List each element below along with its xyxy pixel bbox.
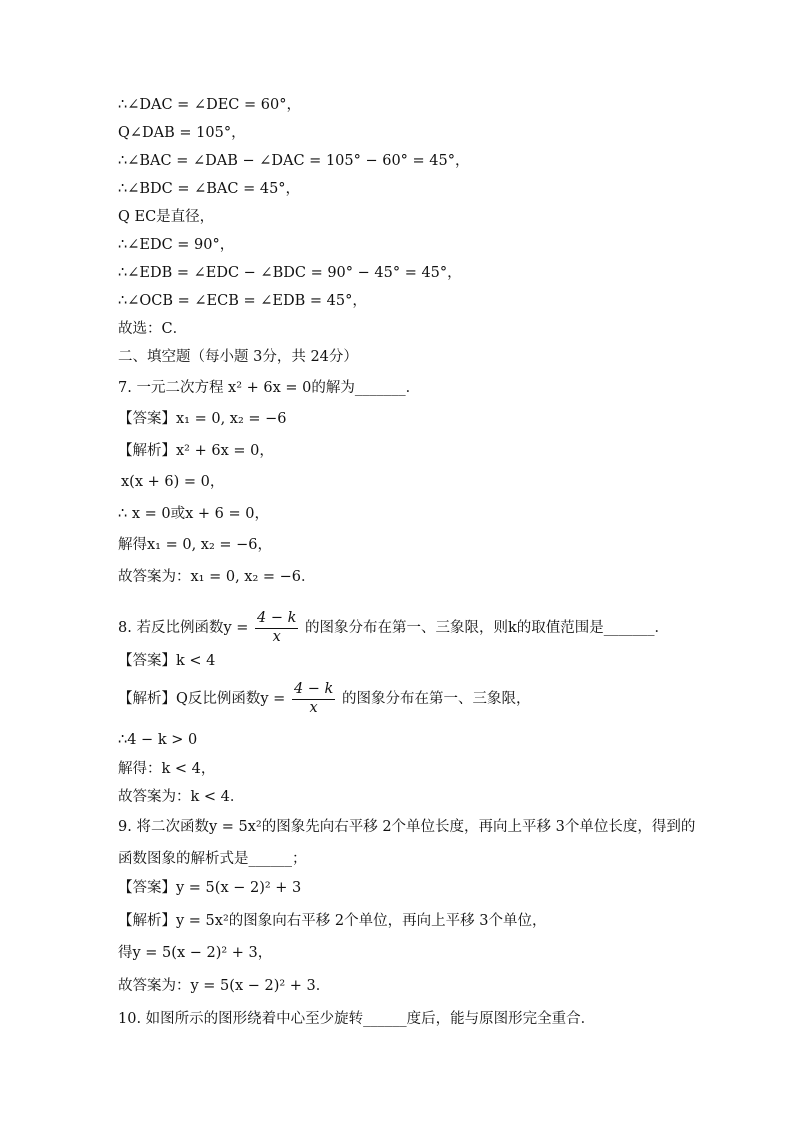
analysis-7: 【解析】x² + 6x = 0， bbox=[118, 443, 274, 459]
q8-analysis-post: 的图象分布在第一、三象限， bbox=[341, 691, 531, 707]
text-line: 解得：k < 4， bbox=[118, 761, 216, 777]
text-line: Q EC是直径， bbox=[118, 209, 215, 225]
text-line: ∴∠BDC = ∠BAC = 45°， bbox=[118, 181, 301, 197]
question-9-cont: 函数图象的解析式是______； bbox=[118, 851, 307, 867]
fraction bbox=[255, 610, 298, 646]
text-line: ∴∠EDC = 90°， bbox=[118, 237, 235, 253]
text-line: ∴∠DAC = ∠DEC = 60°， bbox=[118, 97, 301, 113]
q8-post: 的图象分布在第一、三象限，则k的取值范围是_______． bbox=[305, 620, 670, 636]
text-line: ∴4 − k > 0 bbox=[118, 732, 198, 748]
q8-analysis-pre: 【解析】Q反比例函数y = bbox=[118, 691, 286, 707]
question-7: 7. 一元二次方程 x² + 6x = 0的解为_______． bbox=[118, 380, 421, 396]
fraction bbox=[292, 681, 335, 717]
text-line: Q∠DAB = 105°， bbox=[118, 125, 246, 141]
fraction-denominator: x bbox=[272, 629, 281, 645]
text-line: ∴∠OCB = ∠ECB = ∠EDB = 45°， bbox=[118, 293, 367, 309]
question-10: 10. 如图所示的图形绕着中心至少旋转______度后，能与原图形完全重合． bbox=[118, 1011, 596, 1027]
fraction-denominator: x bbox=[309, 700, 318, 716]
text-line: ∴ x = 0或x + 6 = 0， bbox=[118, 506, 269, 522]
text-line: 得y = 5(x − 2)² + 3， bbox=[118, 945, 273, 961]
text-line: ∴∠EDB = ∠EDC − ∠BDC = 90° − 45° = 45°， bbox=[118, 265, 462, 281]
question-8 bbox=[118, 610, 669, 646]
section-heading: 二、填空题（每小题 3分，共 24分） bbox=[118, 349, 358, 365]
text-line: 故答案为：x₁ = 0, x₂ = −6． bbox=[118, 569, 316, 585]
text-line: 故答案为：y = 5(x − 2)² + 3． bbox=[118, 978, 331, 994]
fraction-numerator: 4 − k bbox=[255, 610, 298, 629]
answer-7: 【答案】x₁ = 0, x₂ = −6 bbox=[118, 411, 287, 427]
answer-8: 【答案】k < 4 bbox=[118, 653, 216, 669]
answer-9: 【答案】y = 5(x − 2)² + 3 bbox=[118, 880, 302, 896]
analysis-8 bbox=[118, 681, 530, 717]
text-line: x(x + 6) = 0， bbox=[121, 474, 225, 490]
q8-pre: 8. 若反比例函数y = bbox=[118, 620, 249, 636]
text-line: 故选：C． bbox=[118, 321, 188, 337]
text-line: 解得x₁ = 0, x₂ = −6， bbox=[118, 537, 273, 553]
text-line: ∴∠BAC = ∠DAB − ∠DAC = 105° − 60° = 45°， bbox=[118, 153, 470, 169]
text-line: 故答案为：k < 4． bbox=[118, 789, 245, 805]
analysis-9: 【解析】y = 5x²的图象向右平移 2个单位，再向上平移 3个单位， bbox=[118, 913, 547, 929]
question-9: 9. 将二次函数y = 5x²的图象先向右平移 2个单位长度，再向上平移 3个单位长度，得到的 bbox=[118, 819, 696, 835]
fraction-numerator: 4 − k bbox=[292, 681, 335, 700]
